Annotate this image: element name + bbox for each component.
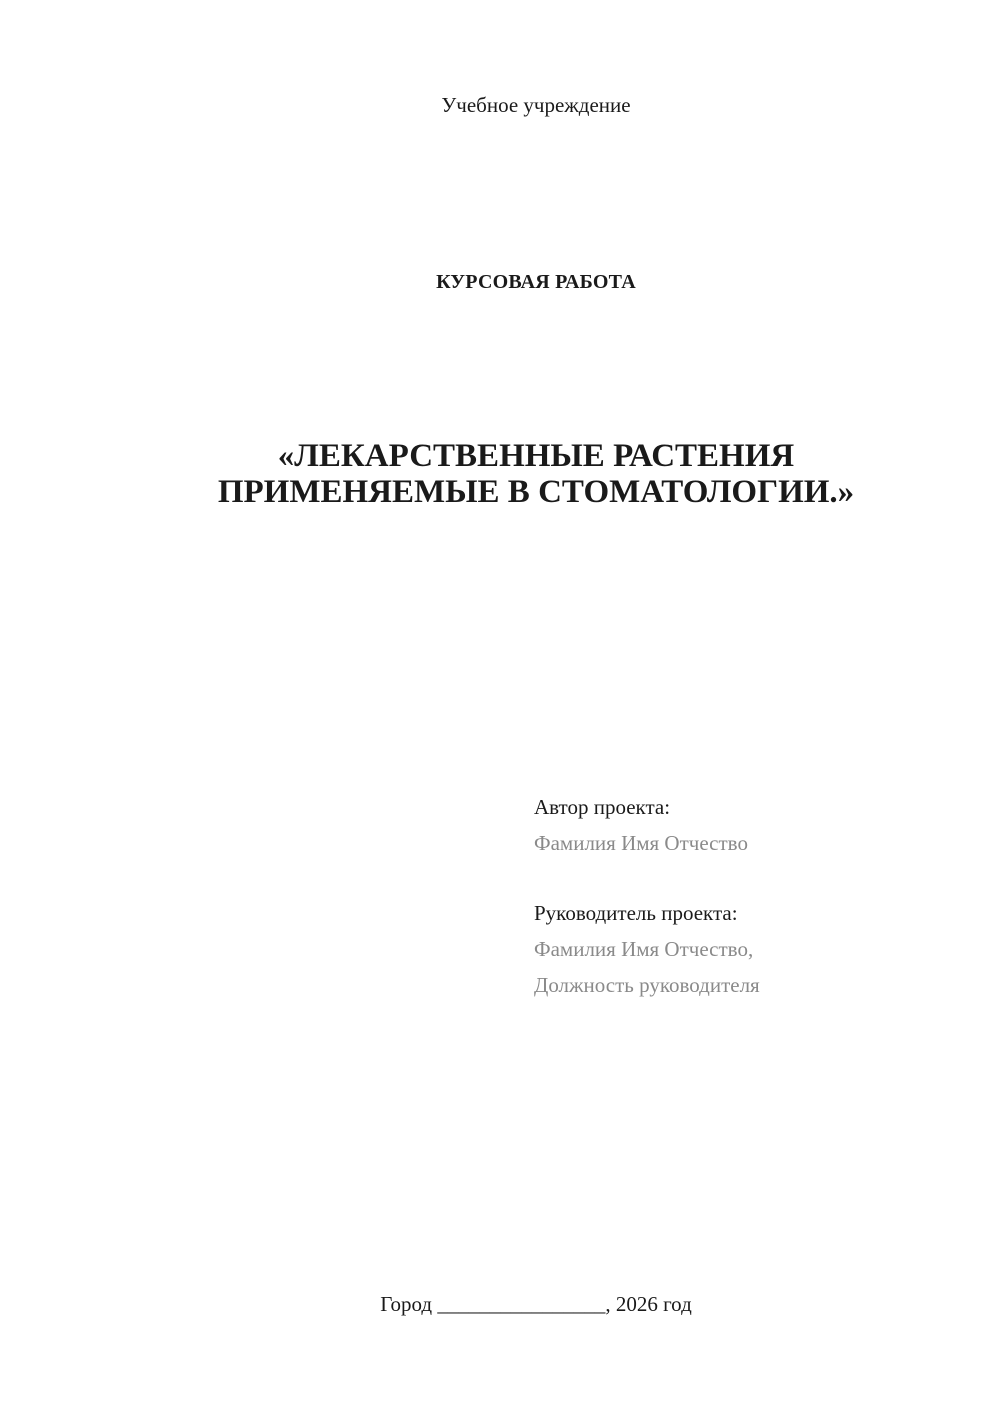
title-line-1: «ЛЕКАРСТВЕННЫЕ РАСТЕНИЯ [277,438,795,474]
supervisor-label: Руководитель проекта: [534,901,738,925]
document-type: КУРСОВАЯ РАБОТА [436,271,636,293]
city-year-line: Город ________________, 2026 год [380,1292,692,1316]
signature-block [534,789,954,1003]
author-name: Фамилия Имя Отчество [534,831,748,855]
signature-spacer [534,861,954,895]
author-label: Автор проекта: [534,795,671,819]
title-line-2: ПРИМЕНЯЕМЫЕ В СТОМАТОЛОГИИ.» [217,474,855,510]
supervisor-name: Фамилия Имя Отчество, [534,937,754,961]
document-title [0,438,1000,510]
supervisor-position: Должность руководителя [534,973,760,997]
institution-name: Учебное учреждение [441,93,631,117]
